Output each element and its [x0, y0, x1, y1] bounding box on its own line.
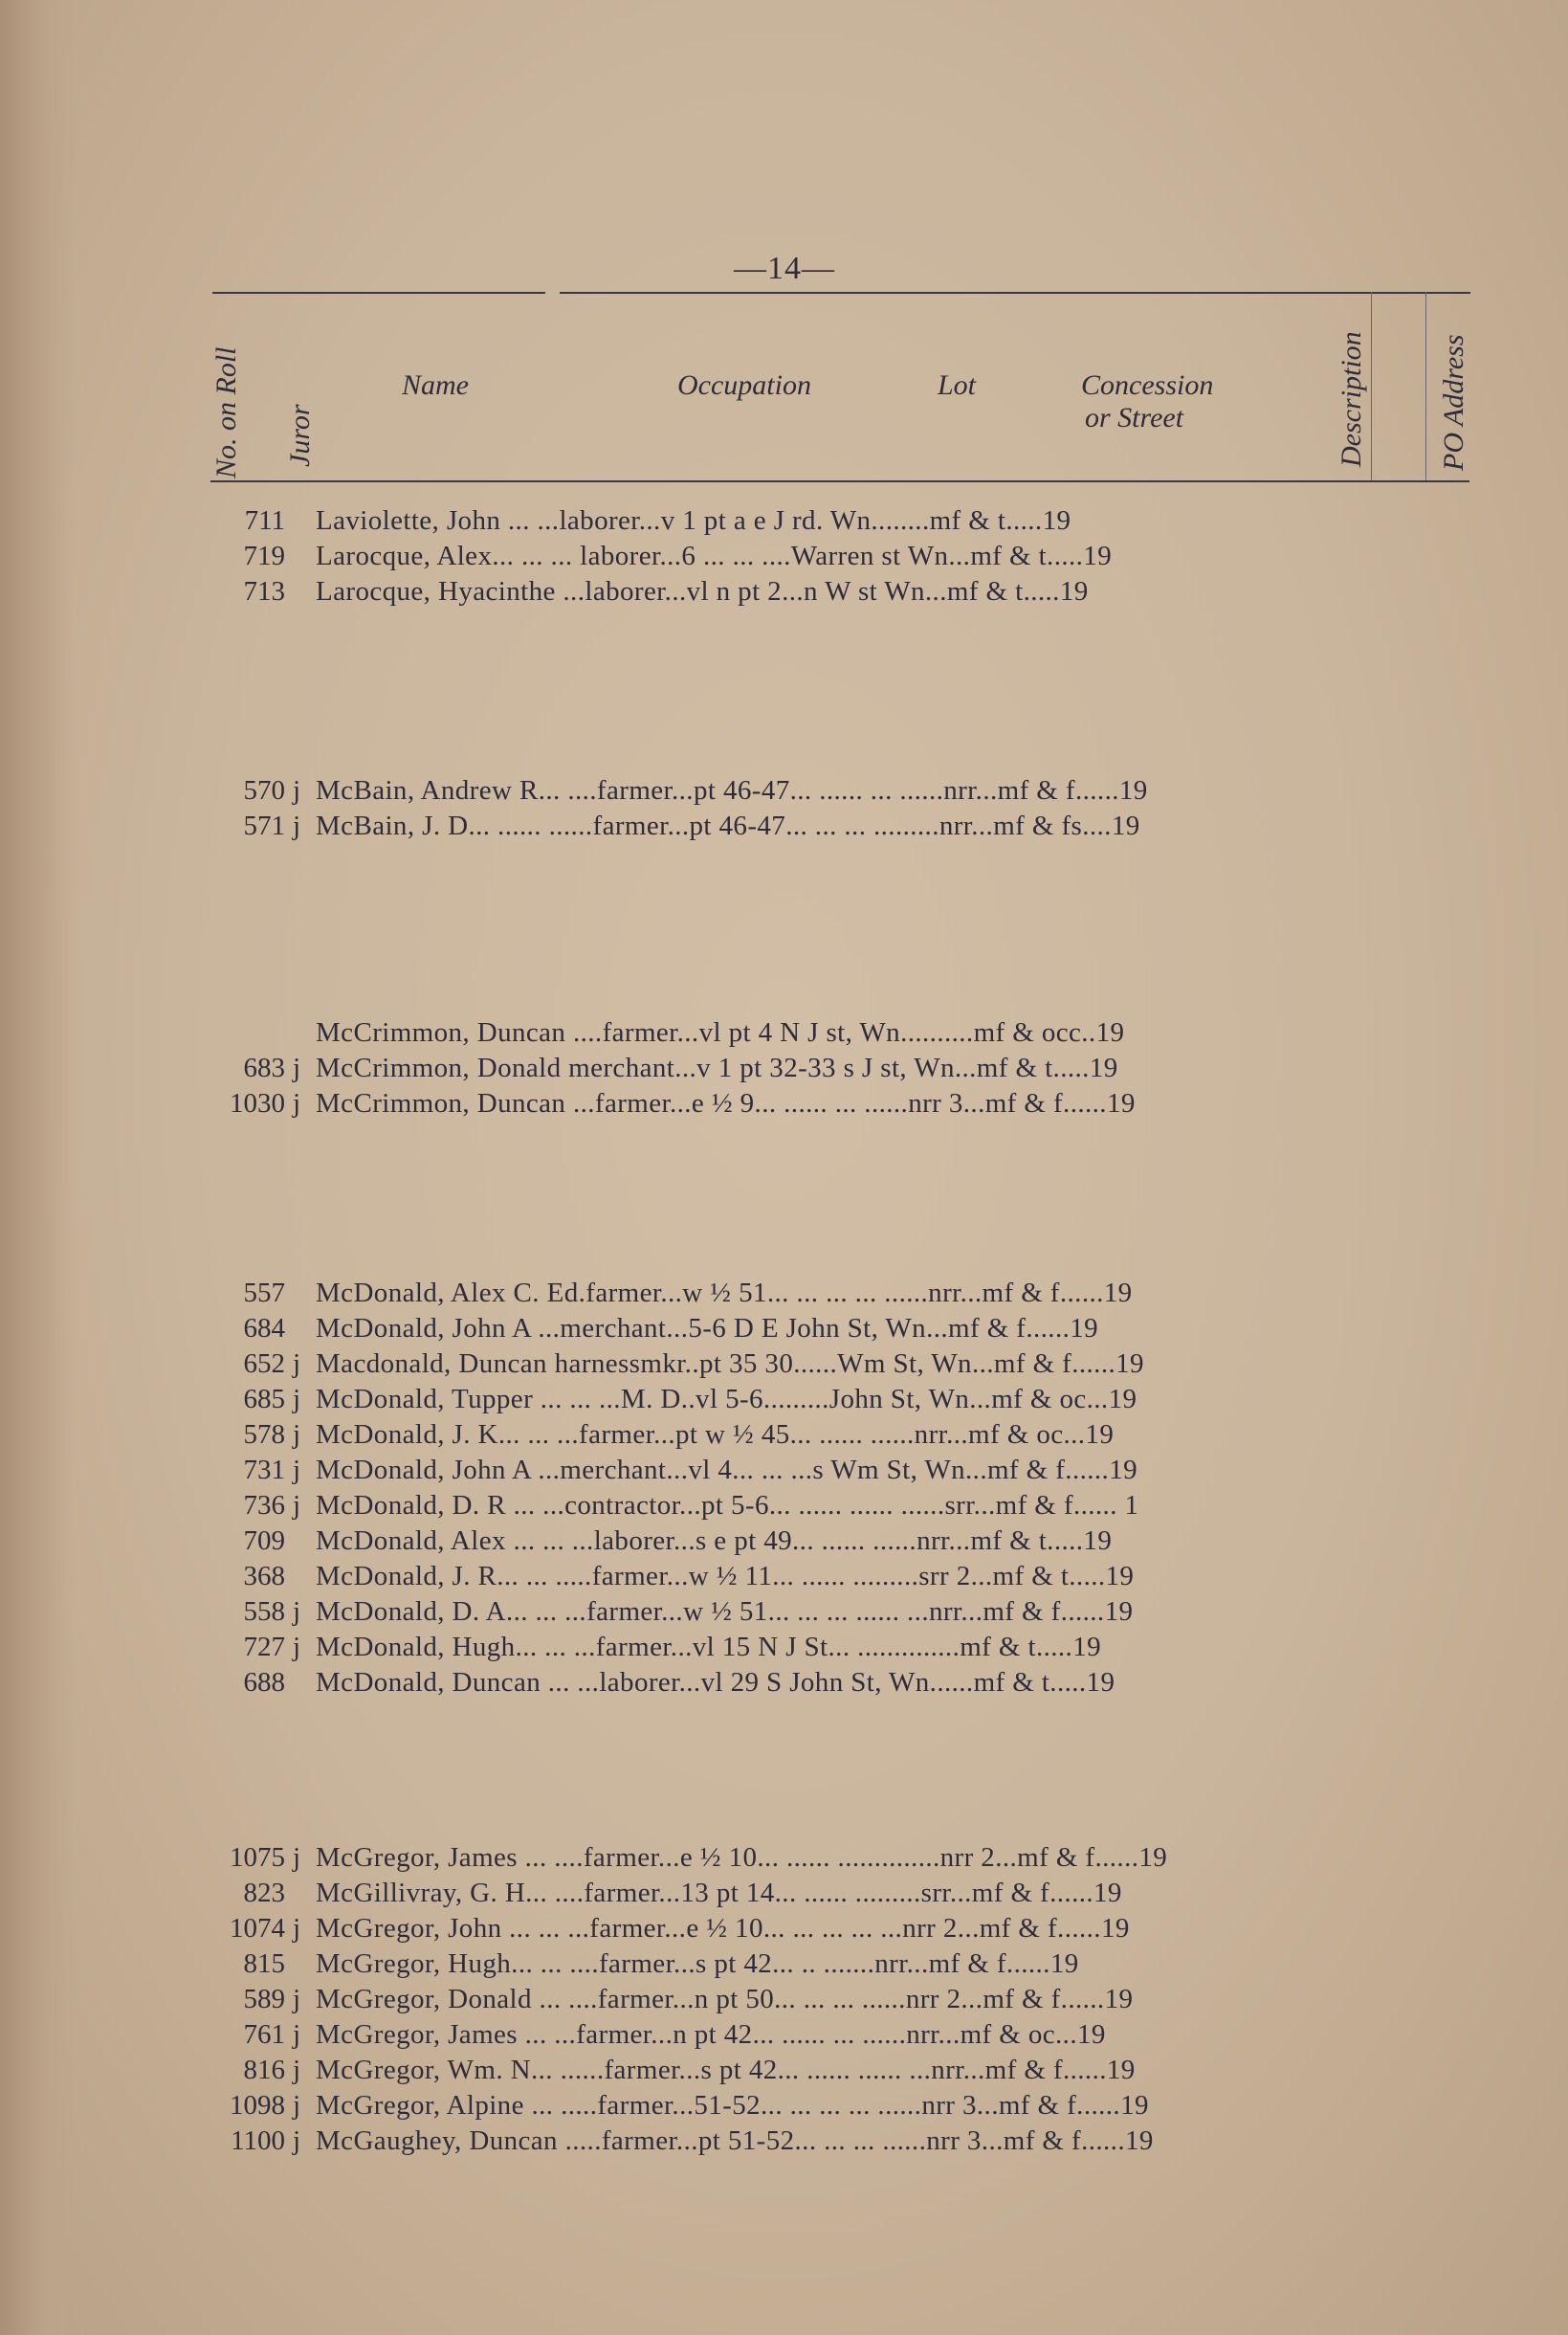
header-rule-top-left: [212, 292, 545, 294]
entry-text: McBain, Andrew R... ....farmer...pt 46-47... ...... ... ......nrr...mf & f......19: [316, 775, 1148, 806]
header-occupation: Occupation: [677, 369, 811, 401]
entry-group-mcgregor: [210, 1842, 1473, 2161]
entry-text: McCrimmon, Duncan ...farmer...e ½ 9... ...... ... ......nrr 3...mf & f......19: [316, 1088, 1136, 1119]
roll-number: 1100: [231, 2125, 285, 2156]
roll-number: 709: [243, 1525, 285, 1556]
roll-number: 1075: [230, 1842, 285, 1873]
roll-number: 815: [243, 1948, 285, 1979]
directory-entry-row: [210, 1596, 1473, 1632]
juror-mark: j: [293, 1384, 301, 1414]
header-rule-top-right: [560, 292, 1470, 294]
header-roll-number: No. on Roll: [210, 346, 242, 478]
directory-entry-row: [210, 1632, 1473, 1667]
entry-text: McGregor, Alpine ... .....farmer...51-52... ... ... ... ......nrr 3...mf & f......19: [316, 2090, 1149, 2121]
header-juror: Juror: [284, 404, 316, 467]
juror-mark: j: [293, 775, 301, 806]
entry-group-laviolette-larocque: [210, 505, 1473, 612]
roll-number: 713: [243, 576, 285, 607]
directory-entry-row: [210, 541, 1473, 576]
roll-number: 652: [243, 1348, 285, 1379]
header-divider-description: [1371, 292, 1372, 480]
directory-entry-row: [210, 1278, 1473, 1313]
roll-number: 1074: [230, 1913, 285, 1944]
header-concession-line1: Concession: [1081, 369, 1214, 401]
directory-entry-row: [210, 1348, 1473, 1384]
entry-text: Larocque, Alex... ... ... laborer...6 ... ... ....Warren st Wn...mf & t.....19: [316, 541, 1113, 571]
juror-mark: j: [293, 1596, 301, 1627]
juror-mark: j: [293, 1913, 301, 1944]
roll-number: 688: [243, 1667, 285, 1698]
directory-entry-row: [210, 1053, 1473, 1088]
page-edge-shadow: [0, 0, 77, 2335]
entry-text: McBain, J. D... ...... ......farmer...pt 46-47... ... ... .........nrr...mf & fs....19: [316, 811, 1140, 841]
entry-text: McGregor, James ... ....farmer...e ½ 10... ...... ..............nrr 2...mf & f......19: [316, 1842, 1168, 1873]
roll-number: 589: [243, 1984, 285, 2014]
directory-entry-row: [210, 1667, 1473, 1702]
directory-entry-row: [210, 1948, 1473, 1984]
juror-mark: j: [293, 1348, 301, 1379]
directory-entry-row: [210, 1913, 1473, 1948]
header-divider-po: [1425, 292, 1426, 480]
roll-number: 1098: [230, 2090, 285, 2121]
entry-text: McCrimmon, Donald merchant...v 1 pt 32-33 s J st, Wn...mf & t.....19: [316, 1053, 1118, 1083]
page-number: —14—: [734, 251, 835, 286]
juror-mark: j: [293, 2090, 301, 2121]
directory-entry-row: [210, 2055, 1473, 2090]
entry-text: McGregor, Donald ... ....farmer...n pt 50... ... ... ......nrr 2...mf & f......19: [316, 1984, 1134, 2014]
directory-entry-row: [210, 1384, 1473, 1419]
roll-number: 823: [243, 1878, 285, 1908]
juror-mark: j: [293, 811, 301, 841]
entry-text: McDonald, Duncan ... ...laborer...vl 29 S John St, Wn......mf & t.....19: [316, 1667, 1115, 1698]
entry-text: McDonald, Tupper ... ... ...M. D..vl 5-6.........John St, Wn...mf & oc...19: [316, 1384, 1137, 1414]
directory-entry-row: [210, 1842, 1473, 1878]
juror-mark: j: [293, 1053, 301, 1083]
entry-text: McDonald, John A ...merchant...vl 4... ... ...s Wm St, Wn...mf & f......19: [316, 1455, 1138, 1485]
header-rule-bottom: [210, 480, 1469, 482]
roll-number: 731: [243, 1455, 285, 1485]
directory-entry-row: [210, 1984, 1473, 2019]
roll-number: 736: [243, 1490, 285, 1521]
directory-entry-row: [210, 2019, 1473, 2055]
entry-text: McDonald, J. R... ... .....farmer...w ½ 11... ...... .........srr 2...mf & t.....19: [316, 1561, 1135, 1591]
roll-number: 578: [243, 1419, 285, 1450]
roll-number: 571: [243, 811, 285, 841]
directory-entry-row: [210, 811, 1473, 846]
directory-entry-row: [210, 1878, 1473, 1913]
directory-entry-row: [210, 1313, 1473, 1348]
roll-number: 1030: [230, 1088, 285, 1119]
entry-text: McGillivray, G. H... ....farmer...13 pt 14... ...... .........srr...mf & f......19: [316, 1878, 1122, 1908]
entry-text: McDonald, D. A... ... ...farmer...w ½ 51... ... ... ...... ...nrr...mf & f......19: [316, 1596, 1134, 1627]
entry-text: McDonald, Alex C. Ed.farmer...w ½ 51... ... ... ... ......nrr...mf & f......19: [316, 1278, 1133, 1308]
entry-text: McGregor, James ... ...farmer...n pt 42... ...... ... ......nrr...mf & oc...19: [316, 2019, 1106, 2050]
juror-mark: j: [293, 1419, 301, 1450]
header-name: Name: [402, 369, 469, 401]
directory-entry-row: [210, 1525, 1473, 1561]
roll-number: 684: [243, 1313, 285, 1344]
juror-mark: j: [293, 1088, 301, 1119]
juror-mark: j: [293, 2055, 301, 2085]
juror-mark: j: [293, 2125, 301, 2156]
roll-number: 570: [243, 775, 285, 806]
entry-text: Macdonald, Duncan harnessmkr..pt 35 30......Wm St, Wn...mf & f......19: [316, 1348, 1144, 1379]
roll-number: 727: [243, 1632, 285, 1662]
roll-number: 558: [243, 1596, 285, 1627]
header-lot: Lot: [938, 369, 977, 401]
directory-entry-row: [210, 1419, 1473, 1455]
juror-mark: j: [293, 1455, 301, 1485]
directory-entry-row: [210, 2090, 1473, 2125]
entry-text: McDonald, Hugh... ... ...farmer...vl 15 N J St... ..............mf & t.....19: [316, 1632, 1101, 1662]
roll-number: 683: [243, 1053, 285, 1083]
roll-number: 816: [243, 2055, 285, 2085]
entry-text: McDonald, Alex ... ... ...laborer...s e pt 49... ...... ......nrr...mf & t.....19: [316, 1525, 1113, 1556]
roll-number: 685: [243, 1384, 285, 1414]
entry-text: McCrimmon, Duncan ....farmer...vl pt 4 N J st, Wn..........mf & occ..19: [316, 1017, 1125, 1048]
entry-group-mccrimmon: [210, 1017, 1473, 1123]
entry-group-mcbain: [210, 775, 1473, 846]
directory-entry-row: [210, 505, 1473, 541]
roll-number: 761: [243, 2019, 285, 2050]
roll-number: 368: [243, 1561, 285, 1591]
entry-text: McDonald, D. R ... ...contractor...pt 5-6... ...... ...... ......srr...mf & f...... 1: [316, 1490, 1139, 1521]
header-concession-line2: or Street: [1085, 402, 1184, 434]
entry-text: McDonald, John A ...merchant...5-6 D E John St, Wn...mf & f......19: [316, 1313, 1099, 1344]
entry-text: McGregor, John ... ... ...farmer...e ½ 10... ... ... ... ...nrr 2...mf & f......19: [316, 1913, 1130, 1944]
header-concession: [1081, 369, 1213, 434]
directory-entry-row: [210, 775, 1473, 811]
juror-mark: j: [293, 1842, 301, 1873]
juror-mark: j: [293, 1490, 301, 1521]
juror-mark: j: [293, 2019, 301, 2050]
entry-text: Larocque, Hyacinthe ...laborer...vl n pt 2...n W st Wn...mf & t.....19: [316, 576, 1089, 607]
roll-number: 711: [244, 505, 285, 536]
entry-text: McGregor, Wm. N... ......farmer...s pt 42... ...... ...... ...nrr...mf & f......19: [316, 2055, 1136, 2085]
entry-group-mcdonald: [210, 1278, 1473, 1702]
entry-text: McGregor, Hugh... ... ....farmer...s pt 42... .. .......nrr...mf & f......19: [316, 1948, 1079, 1979]
juror-mark: j: [293, 1632, 301, 1662]
roll-number: 719: [243, 541, 285, 571]
header-po-address: PO Address: [1438, 334, 1469, 471]
roll-number: 557: [243, 1278, 285, 1308]
header-description: Description: [1336, 331, 1367, 467]
directory-entry-row: [210, 1088, 1473, 1123]
entry-text: McGaughey, Duncan .....farmer...pt 51-52... ... ... ......nrr 3...mf & f......19: [316, 2125, 1154, 2156]
directory-entry-row: [210, 2125, 1473, 2161]
entry-text: Laviolette, John ... ...laborer...v 1 pt a e J rd. Wn........mf & t.....19: [316, 505, 1071, 536]
juror-mark: j: [293, 1984, 301, 2014]
directory-entry-row: [210, 1490, 1473, 1525]
entry-text: McDonald, J. K... ... ...farmer...pt w ½ 45... ...... ......nrr...mf & oc...19: [316, 1419, 1115, 1450]
directory-entry-row: [210, 1561, 1473, 1596]
directory-entry-row: [210, 1455, 1473, 1490]
directory-entry-row: [210, 576, 1473, 612]
directory-entry-row: [210, 1017, 1473, 1053]
